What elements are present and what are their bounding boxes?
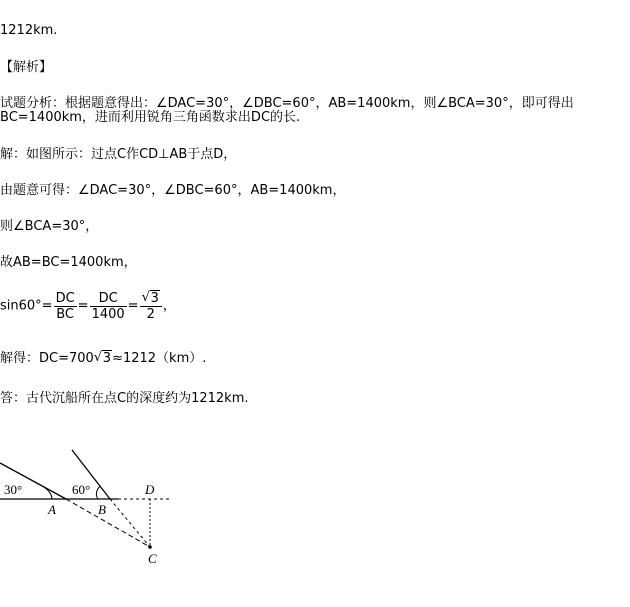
analysis-line-1: 试题分析：根据题意得出：∠DAC=30°，∠DBC=60°，AB=1400km，则∠BCA=30°，即可得出	[0, 96, 574, 111]
point-label-c: C	[148, 551, 157, 566]
point-label-b: B	[98, 502, 106, 517]
solve-prefix: 解得：DC=700	[0, 351, 94, 366]
top-result-line: 1212km.	[0, 23, 58, 38]
square-root	[142, 291, 160, 306]
solution-intro: 解：如图所示：过点C作CD⊥AB于点D，	[0, 147, 237, 162]
point-c-dot	[148, 545, 152, 549]
analysis-line-2: BC=1400km，进而利用锐角三角函数求出DC的长.	[0, 110, 301, 125]
geometry-diagram	[0, 437, 200, 607]
radicand: 3	[150, 291, 159, 306]
radical-sign-icon: √	[141, 290, 150, 305]
sine-suffix: ，	[162, 298, 176, 314]
point-label-a: A	[48, 502, 56, 517]
section-header: 【解析】	[0, 60, 53, 75]
fraction-numerator: DC	[90, 291, 127, 307]
angle-arc-b	[96, 486, 100, 499]
fraction-numerator: DC	[55, 291, 75, 306]
fraction-denominator: BC	[56, 307, 74, 322]
sine-prefix: sin60°=	[0, 298, 53, 314]
dashed-ac	[66, 499, 150, 547]
given-statement: 由题意可得：∠DAC=30°，∠DBC=60°，AB=1400km，	[0, 183, 346, 198]
fraction-dc-1400	[90, 291, 127, 322]
fraction-root3-over-2	[140, 291, 162, 322]
fraction-denominator: 1400	[91, 307, 125, 322]
point-label-d: D	[145, 482, 155, 497]
square-root	[94, 351, 112, 367]
equals-sign: =	[127, 298, 139, 314]
radical-sign-icon: √	[93, 350, 103, 365]
angle-label-60: 60°	[72, 482, 91, 497]
solve-result	[0, 351, 206, 367]
fraction-dc-bc	[54, 291, 77, 322]
final-answer: 答：古代沉船所在点C的深度约为1212km.	[0, 391, 249, 406]
solve-suffix: ≈1212（km）.	[112, 351, 207, 366]
fraction-numerator	[140, 291, 162, 307]
sine-equation	[0, 291, 176, 322]
equals-sign: =	[77, 298, 89, 314]
therefore-statement: 故AB=BC=1400km，	[0, 255, 137, 270]
radicand: 3	[102, 351, 112, 366]
dashed-bc	[110, 499, 150, 547]
then-statement: 则∠BCA=30°，	[0, 219, 99, 234]
angle-label-30: 30°	[4, 482, 23, 497]
fraction-denominator: 2	[146, 307, 155, 322]
